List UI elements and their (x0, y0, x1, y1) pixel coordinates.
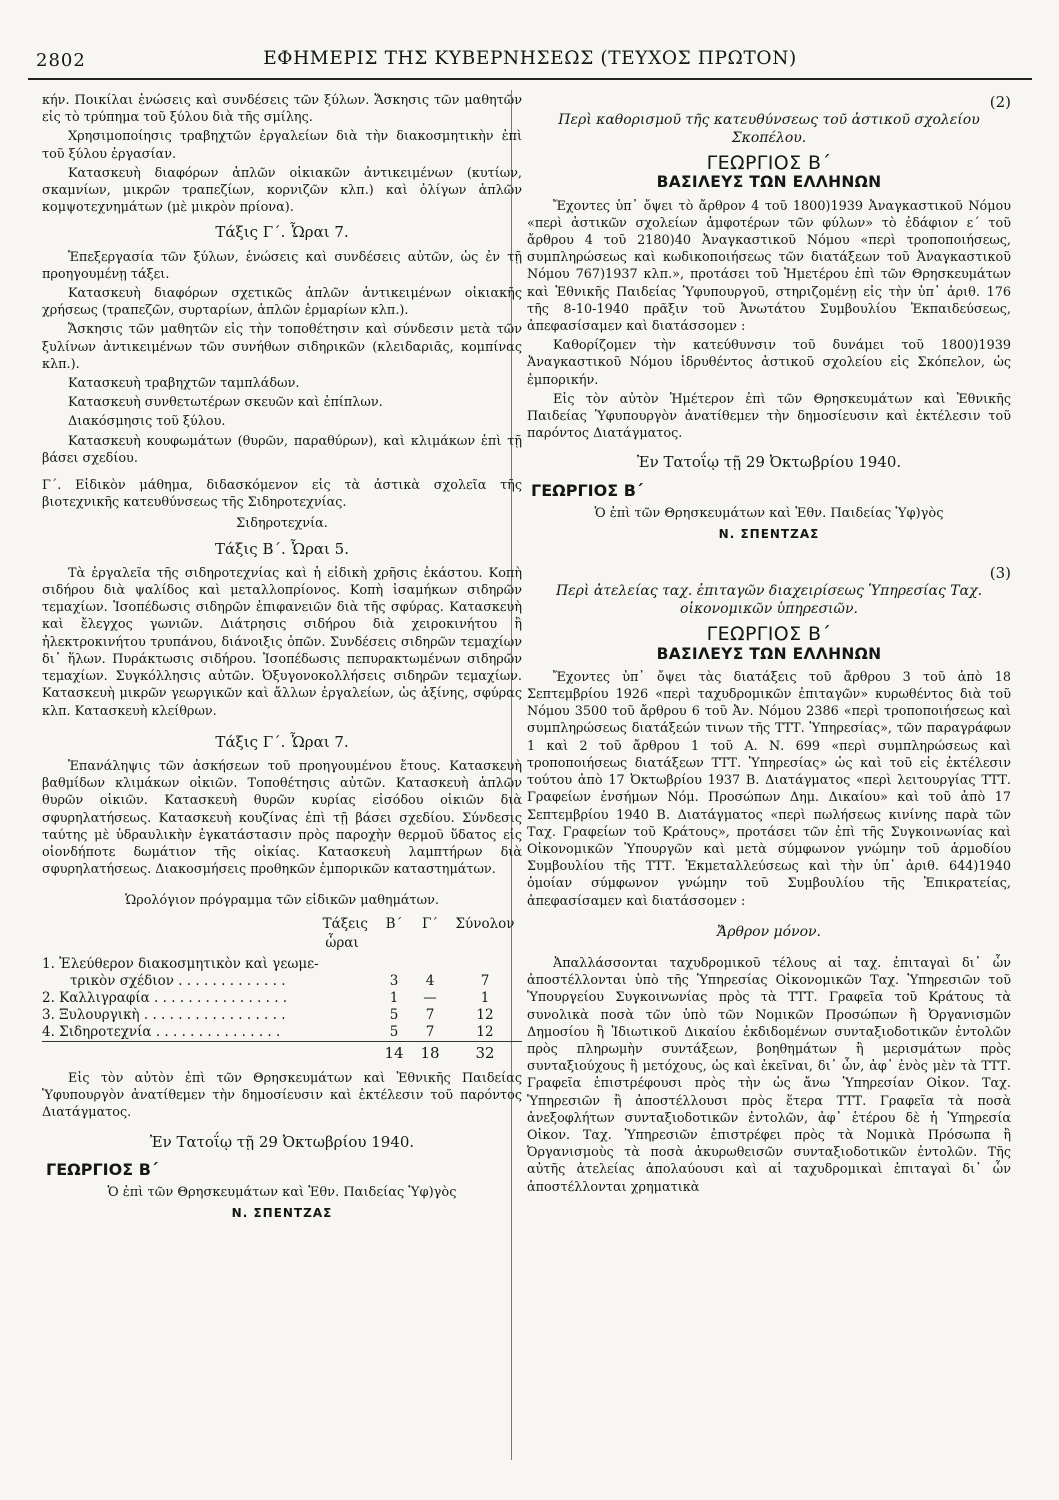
row-label: 4. Σιδηροτεχνία . . . . . . . . . . . . . . . (42, 1023, 281, 1040)
table-row (42, 990, 522, 1007)
paragraph: Ἔχοντες ὑπ᾽ ὄψει τὸ ἄρθρον 4 τοῦ 1800)1939 Ἀναγκαστικοῦ Νόμου «περὶ ἀστικῶν σχολείων ἀμφοτέρων τῶν φύλων» τὸ ἐδάφιον ε΄ τοῦ ἄρθρου 4 τοῦ 2180)40 Ἀναγκαστικοῦ Νόμου «περὶ τροποποιήσεως, συμπληρώσεως καὶ κωδικοποιήσεως τῶν διατάξεων τοῦ Ἀναγκαστικοῦ Νόμου 767)1937 κλπ.», προτάσει τοῦ Ἡμετέρου ἐπὶ τῶν Θρησκευμάτων καὶ Ἐθνικῆς Παιδείας Ὑφυπουργοῦ, στηριζομένῃ εἰς τὴν ὑπ᾽ ἀριθ. 176 τῆς 8-10-1940 πρᾶξιν τοῦ Ἀνωτάτου Συμβουλίου Ἐκπαιδεύσεως, ἀπεφασίσαμεν καὶ διατάσσομεν : (527, 198, 1011, 335)
cell-total: 12 (476, 1006, 494, 1023)
king-signature: ΓΕΩΡΓΙΟΣ Β΄ (46, 1159, 158, 1179)
minister-name: Ν. ΣΠΕΝΤΖΑΣ (231, 1206, 333, 1221)
cell-b: 3 (389, 972, 399, 989)
paragraph: Τὰ ἐργαλεῖα τῆς σιδηροτεχνίας καὶ ἡ εἰδικὴ χρῆσις ἑκάστου. Κοπὴ σιδήρου διὰ ψαλίδος καὶ μεταλλοπρίονος. Κοπὴ ἰσαμήκων σιδηρῶν τεμαχίων. Ἰσοπέδωσις σιδηρῶν ἐπιφανειῶν διὰ τῆς σφύρας. Κατασκευὴ καὶ ἔλεγχος γωνιῶν. Διάτρησις σιδήρου διὰ χειροκινήτου ἢ ἠλεκτροκινήτου τρυπάνου, διάνοιξις ὀπῶν. Συνδέσεις σιδηρῶν τεμαχίων δι᾽ ἥλων. Πυράκτωσις σιδήρου. Ἰσοπέδωσις πεπυρακτωμένων σιδηρῶν τεμαχίων. Συγκόλλησις αὐτῶν. Ὀξυγονοκολλήσεις σιδηρῶν τεμαχίων. Κατασκευὴ μικρῶν γεωργικῶν καὶ ἄλλων ἐργαλείων, ὡς ἀξίνης, σφύρας κλπ. Κατασκευὴ κλείθρων. (42, 565, 522, 719)
hours-table (42, 916, 522, 1062)
section-heading: Γ΄. Εἰδικὸν μάθημα, διδασκόμενον εἰς τὰ ἀστικὰ σχολεῖα τῆς βιοτεχνικῆς κατευθύνσεως τῆς Σιδηροτεχνίας. (42, 478, 522, 511)
page-header (28, 40, 1032, 84)
total-all: 32 (475, 1043, 495, 1062)
minister-name: Ν. ΣΠΕΝΤΖΑΣ (718, 527, 820, 542)
paragraph: Διακόσμησις τοῦ ξύλου. (68, 414, 226, 430)
cell-g: 4 (425, 972, 435, 989)
paragraph: Κατασκευὴ τραβηχτῶν ταμπλάδων. (68, 376, 300, 392)
cell-total: 1 (480, 989, 490, 1006)
table-row (42, 956, 522, 990)
dateline: Ἐν Τατοΐῳ τῇ 29 Ὀκτωβρίου 1940. (149, 1132, 415, 1151)
king-name: ΓΕΩΡΓΙΟΣ Β΄ (706, 623, 832, 646)
left-column (42, 92, 522, 1222)
dateline: Ἐν Τατοΐῳ τῇ 29 Ὀκτωβρίου 1940. (636, 453, 902, 472)
king-signature: ΓΕΩΡΓΙΟΣ Β΄ (531, 480, 643, 500)
paragraph: Ἐπανάληψις τῶν ἀσκήσεων τοῦ προηγουμένου ἔτους. Κατασκευὴ βαθμίδων κλιμάκων οἰκιῶν. Τοποθέτησις αὐτῶν. Κατασκευὴ ἁπλῶν θυρῶν οἰκιῶν. Κατασκευὴ θυρῶν κυρίας εἰσόδου οἰκιῶν διὰ σφυρηλατήσεως. Κατασκευὴ κουζίνας ἐπὶ τῇ βάσει σχεδίου. Σύνδεσις ταύτης μὲ ὑδραυλικὴν ἐγκατάστασιν πρὸς παροχὴν θερμοῦ ὕδατος εἰς οἱονδήποτε δωμάτιον τῆς οἰκίας. Κατασκευὴ λαμπτήρων διὰ σφυρηλατήσεως. Διακοσμήσεις προθηκῶν ἐμπορικῶν καταστημάτων. (42, 758, 522, 878)
paragraph: Κατασκευὴ διαφόρων ἁπλῶν οἰκιακῶν ἀντικειμένων (κυτίων, σκαμνίων, μικρῶν τραπεζίων, κορνιζῶν κλπ.) καὶ ὀλίγων ἁπλῶν κομψοτεχνημάτων (μὲ μικρὸν πρίονα). (42, 165, 522, 216)
cell-g: 7 (425, 1006, 435, 1023)
paragraph: Κατασκευὴ συνθετωτέρων σκευῶν καὶ ἐπίπλων. (68, 395, 383, 411)
decree-subject: Περὶ καθορισμοῦ τῆς κατευθύνσεως τοῦ ἀστικοῦ σχολείου Σκοπέλου. (558, 112, 980, 147)
cell-b: 5 (389, 1023, 399, 1040)
paragraph: Ἐπεξεργασία τῶν ξύλων, ἑνώσεις καὶ συνδέσεις αὐτῶν, ὡς ἐν τῇ προηγουμένῃ τάξει. (42, 249, 522, 282)
table-title: Ὡρολόγιον πρόγραμμα τῶν εἰδικῶν μαθημάτων. (125, 893, 439, 909)
class-heading: Τάξις Γ΄. Ὧραι 7. (215, 223, 349, 242)
row-label: 3. Ξυλουργικὴ . . . . . . . . . . . . . . . . . (42, 1006, 286, 1023)
row-label-line2: τρικὸν σχέδιον . . . . . . . . . . . . . (70, 972, 286, 989)
decree-subject: Περὶ ἀτελείας ταχ. ἐπιταγῶν διαχειρίσεως Ὑπηρεσίας Ταχ. οἰκονομικῶν ὑπηρεσιῶν. (555, 583, 983, 618)
total-b: 14 (384, 1043, 404, 1062)
king-title: ΒΑΣΙΛΕΥΣ ΤΩΝ ΕΛΛΗΝΩΝ (656, 644, 882, 663)
decree-number: (2) (989, 93, 1011, 111)
class-heading: Τάξις Β΄. Ὧραι 5. (215, 539, 349, 558)
cell-g: — (423, 989, 437, 1006)
header-rule (28, 78, 1032, 80)
gazette-title: ΕΦΗΜΕΡΙΣ ΤΗΣ ΚΥΒΕΡΝΗΣΕΩΣ (ΤΕΥΧΟΣ ΠΡΩΤΟΝ) (263, 48, 797, 69)
paragraph: Καθορίζομεν τὴν κατεύθυνσιν τοῦ δυνάμει τοῦ 1800)1939 Ἀναγκαστικοῦ Νόμου ἱδρυθέντος ἀστικοῦ σχολείου εἰς Σκόπελον, ὡς ἐμπορικήν. (527, 338, 1011, 388)
header-classes: Τάξεις (322, 915, 368, 932)
row-label-line1: 1. Ἐλεύθερον διακοσμητικὸν καὶ γεωμε- (42, 955, 319, 972)
paragraph: Κατασκευὴ κουφωμάτων (θυρῶν, παραθύρων), καὶ κλιμάκων ἐπὶ τῇ βάσει σχεδίου. (42, 433, 522, 466)
cell-g: 7 (425, 1023, 435, 1040)
cell-b: 5 (389, 1006, 399, 1023)
paragraph: Ἔχοντες ὑπ᾽ ὄψει τὰς διατάξεις τοῦ ἄρθρου 3 τοῦ ἀπὸ 18 Σεπτεμβρίου 1926 «περὶ ταχυδρομικῶν ἐπιταγῶν» κυρωθέντος διὰ τοῦ Νόμου 3500 τοῦ ἄρθρου 6 τοῦ Ἀν. Νόμου 2386 «περὶ τροποποιήσεως καὶ συμπληρώσεως διατάξεών τινων τῆς ΤΤΤ. Ὑπηρεσίας», τῶν παραγράφων 1 καὶ 2 τοῦ ἄρθρου 1 τοῦ Α. Ν. 699 «περὶ συμπληρώσεως καὶ τροποποιήσεως διατάξεων ΤΤΤ. Ὑπηρεσίας» ὡς καὶ τοῦ εἰς ἐκτέλεσιν τούτου ἀπὸ 17 Ὀκτωβρίου 1937 Β. Διατάγματος «περὶ λειτουργίας ΤΤΤ. Γραφείων ἐνσήμων Νόμ. Προσώπων Δημ. Δικαίου» καὶ τοῦ ἀπὸ 17 Σεπτεμβρίου 1940 Β. Διατάγματος «περὶ πωλήσεως κινίνης παρὰ τῶν Ταχ. Γραφείων τοῦ Κράτους», προτάσει τῶν ἐπὶ τῆς Συγκοινωνίας καὶ Οἰκονομικῶν Ὑπουργῶν καὶ μετὰ σύμφωνον γνώμην τοῦ ἁρμοδίου Συμβουλίου τῆς ΤΤΤ. Ἐκμεταλλεύσεως καὶ τὴν ὑπ᾽ ἀριθ. 644)1940 ὁμοίαν σύμφωνον γνώμην τοῦ Συμβουλίου τῆς Ἐπικρατείας, ἀπεφασίσαμεν καὶ διατάσσομεν : (527, 669, 1011, 909)
row-label: 2. Καλλιγραφία . . . . . . . . . . . . . . . . (42, 989, 288, 1006)
header-col-b: Β΄ (385, 915, 403, 932)
paragraph: κήν. Ποικίλαι ἑνώσεις καὶ συνδέσεις τῶν ξύλων. Ἄσκησις τῶν μαθητῶν εἰς τὸ τρύπημα τοῦ ξύλου διὰ τῆς σμίλης. (42, 93, 522, 126)
paragraph: Ἄσκησις τῶν μαθητῶν εἰς τὴν τοποθέτησιν καὶ σύνδεσιν μετὰ τῶν ξυλίνων ἀντικειμένων τῶν συνήθων σιδηρικῶν (κλειδαριᾶς, κομπίνας κλπ.). (42, 322, 522, 372)
right-column (527, 92, 1011, 1198)
king-name: ΓΕΩΡΓΙΟΣ Β΄ (706, 152, 832, 175)
minister-title: Ὁ ἐπὶ τῶν Θρησκευμάτων καὶ Ἐθν. Παιδείας Ὑφ)γὸς (107, 1184, 457, 1200)
class-heading: Τάξις Γ΄. Ὧραι 7. (215, 732, 349, 751)
header-total: Σύνολον (455, 915, 515, 932)
minister-title: Ὁ ἐπὶ τῶν Θρησκευμάτων καὶ Ἐθν. Παιδείας Ὑφ)γὸς (594, 505, 944, 521)
cell-total: 7 (480, 972, 490, 989)
cell-b: 1 (389, 989, 399, 1006)
cell-total: 12 (476, 1023, 494, 1040)
header-col-g: Γ΄ (421, 915, 439, 932)
paragraph: Κατασκευὴ διαφόρων σχετικῶς ἁπλῶν ἀντικειμένων οἰκιακῆς χρήσεως (τραπεζῶν, συρταρίων, ἁπλῶν ἑρμαρίων κλπ.). (42, 286, 522, 319)
table-unit: ὧραι (325, 934, 359, 951)
table-totals (42, 1045, 522, 1062)
total-g: 18 (420, 1043, 440, 1062)
article-heading: Ἄρθρον μόνον. (717, 923, 821, 940)
decree-number: (3) (989, 564, 1011, 583)
table-row (42, 1024, 522, 1042)
page-number: 2802 (36, 50, 86, 71)
table-row (42, 1007, 522, 1024)
paragraph: Εἰς τὸν αὐτὸν Ἡμέτερον ἐπὶ τῶν Θρησκευμάτων καὶ Ἐθνικῆς Παιδείας Ὑφυπουργὸν ἀνατίθεμεν τὴν δημοσίευσιν καὶ ἐκτέλεσιν τοῦ παρόντος Διατάγματος. (527, 391, 1011, 442)
closing-paragraph: Εἰς τὸν αὐτὸν ἐπὶ τῶν Θρησκευμάτων καὶ Ἐθνικῆς Παιδείας Ὑφυπουργὸν ἀνατίθεμεν τὴν δημοσίευσιν καὶ ἐκτέλεσιν τοῦ παρόντος Διατάγματος. (42, 1070, 522, 1121)
paragraph: Χρησιμοποίησις τραβηχτῶν ἐργαλείων διὰ τὴν διακοσμητικὴν ἐπὶ τοῦ ξύλου ἐργασίαν. (42, 129, 522, 162)
king-title: ΒΑΣΙΛΕΥΣ ΤΩΝ ΕΛΛΗΝΩΝ (656, 173, 882, 192)
subject-heading: Σιδηροτεχνία. (236, 516, 328, 532)
table-header (42, 916, 522, 933)
paragraph: Ἀπαλλάσσονται ταχυδρομικοῦ τέλους αἱ ταχ. ἐπιταγαὶ δι᾽ ὧν ἀποστέλλονται ὑπὸ τῆς Ὑπηρεσίας Οἰκονομικῶν Ταχ. Ὑπηρεσιῶν τοῦ Ὑπουργείου Συγκοινωνίας πρὸς τὰ ΤΤΤ. Γραφεῖα τοῦ Κράτους τὰ συνολικὰ ποσὰ τῶν ὑπὸ τῶν Νομικῶν Προσώπων ἢ Ὀργανισμῶν Δημοσίου ἢ Ἰδιωτικοῦ Δικαίου ἐκδιδομένων συνταξιοδοτικῶν ἐντολῶν πρὸς πληρωμὴν συντάξεων, βοηθημάτων ἢ μερισμάτων πρὸς συνταξιούχους ἢ μετόχους, ὡς καὶ ἐκεῖναι, δι᾽ ὧν, ἀφ᾽ ἑνὸς μὲν τὰ ΤΤΤ. Γραφεῖα ἐπιστρέφουσι πρὸς τὴν ὡς ἄνω Ὑπηρεσίαν Οἰκον. Ταχ. Ὑπηρεσιῶν ἢ ἀποστέλλουσι πρὸς ἕτερα ΤΤΤ. Γραφεῖα τὰ ποσὰ ἀνεξοφλήτων συνταξιοδοτικῶν ἐντολῶν, ἀφ᾽ ἑτέρου δὲ ἡ Ὑπηρεσία Οἰκον. Ταχ. Ὑπηρεσιῶν ἐπιστρέφει πρὸς τὰ Νομικὰ Πρόσωπα ἢ Ὀργανισμοὺς τὰ ποσὰ ἀκυρωθεισῶν συνταξιοδοτικῶν ἐντολῶν. Τῆς αὐτῆς ἀτελείας ἀπολαύουσι καὶ αἱ ταχυδρομικαὶ ἐπιταγαὶ δι᾽ ὧν ἀποστέλλονται χρηματικὰ (527, 955, 1011, 1195)
